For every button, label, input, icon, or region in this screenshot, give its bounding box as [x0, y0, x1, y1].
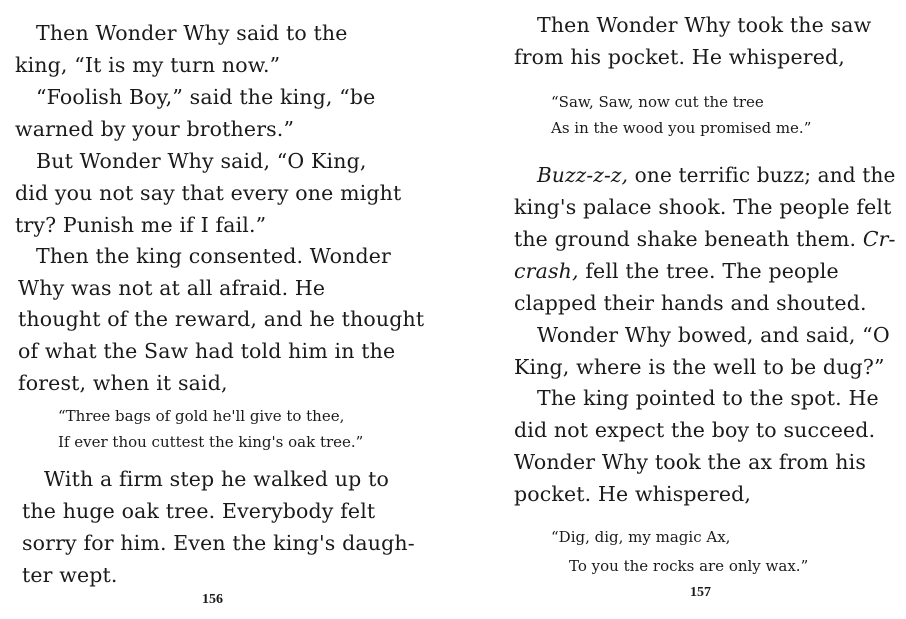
text-line: try? Punish me if I fail.” [15, 213, 267, 237]
verse-line: “Dig, dig, my magic Ax, [551, 528, 731, 546]
verse-line: As in the wood you promised me.” [551, 119, 812, 137]
text-line: The king pointed to the spot. He [537, 386, 879, 410]
italic-word: crash, [514, 259, 579, 283]
text-line: warned by your brothers.” [15, 117, 295, 141]
text-line: forest, when it said, [18, 371, 228, 395]
verse-line: To you the rocks are only wax.” [569, 557, 809, 575]
text-line: crash, fell the tree. The people [514, 259, 839, 283]
verse-line: “Three bags of gold he'll give to thee, [58, 407, 345, 425]
text-line: king, “It is my turn now.” [15, 53, 281, 77]
text-line: sorry for him. Even the king's daugh- [22, 531, 415, 555]
verse-line: “Saw, Saw, now cut the tree [551, 93, 764, 111]
italic-word: Buzz-z-z, [537, 163, 629, 187]
page-number: 156 [202, 592, 223, 607]
page-number: 157 [690, 585, 711, 600]
text-line: did not expect the boy to succeed. [514, 418, 876, 442]
text-line: clapped their hands and shouted. [514, 291, 867, 315]
text-line: Wonder Why bowed, and said, “O [537, 323, 890, 347]
text-line: from his pocket. He whispered, [514, 45, 845, 69]
text-line: But Wonder Why said, “O King, [36, 149, 367, 173]
text-line: King, where is the well to be dug?” [514, 355, 885, 379]
text-line: Why was not at all afraid. He [18, 276, 326, 300]
text-line: of what the Saw had told him in the [18, 339, 396, 363]
italic-word: Cr- [862, 227, 896, 251]
text-line: pocket. He whispered, [514, 482, 752, 506]
text-line: the huge oak tree. Everybody felt [22, 499, 376, 523]
text-line: the ground shake beneath them. Cr- [514, 227, 896, 251]
text-line: “Foolish Boy,” said the king, “be [36, 85, 376, 109]
verse-line: If ever thou cuttest the king's oak tree.” [58, 433, 364, 451]
text-line: Then Wonder Why said to the [36, 21, 348, 45]
text-line: Then the king consented. Wonder [36, 244, 391, 268]
text-line: Wonder Why took the ax from his [514, 450, 867, 474]
text-line: Then Wonder Why took the saw [537, 13, 872, 37]
text-line: did you not say that every one might [15, 181, 402, 205]
text-line: Buzz-z-z, one terrific buzz; and the [537, 163, 896, 187]
text-line: With a firm step he walked up to [44, 467, 389, 491]
text-line: thought of the reward, and he thought [18, 307, 425, 331]
text-line: ter wept. [22, 563, 118, 587]
right-page [453, 0, 906, 619]
text-line: king's palace shook. The people felt [514, 195, 892, 219]
